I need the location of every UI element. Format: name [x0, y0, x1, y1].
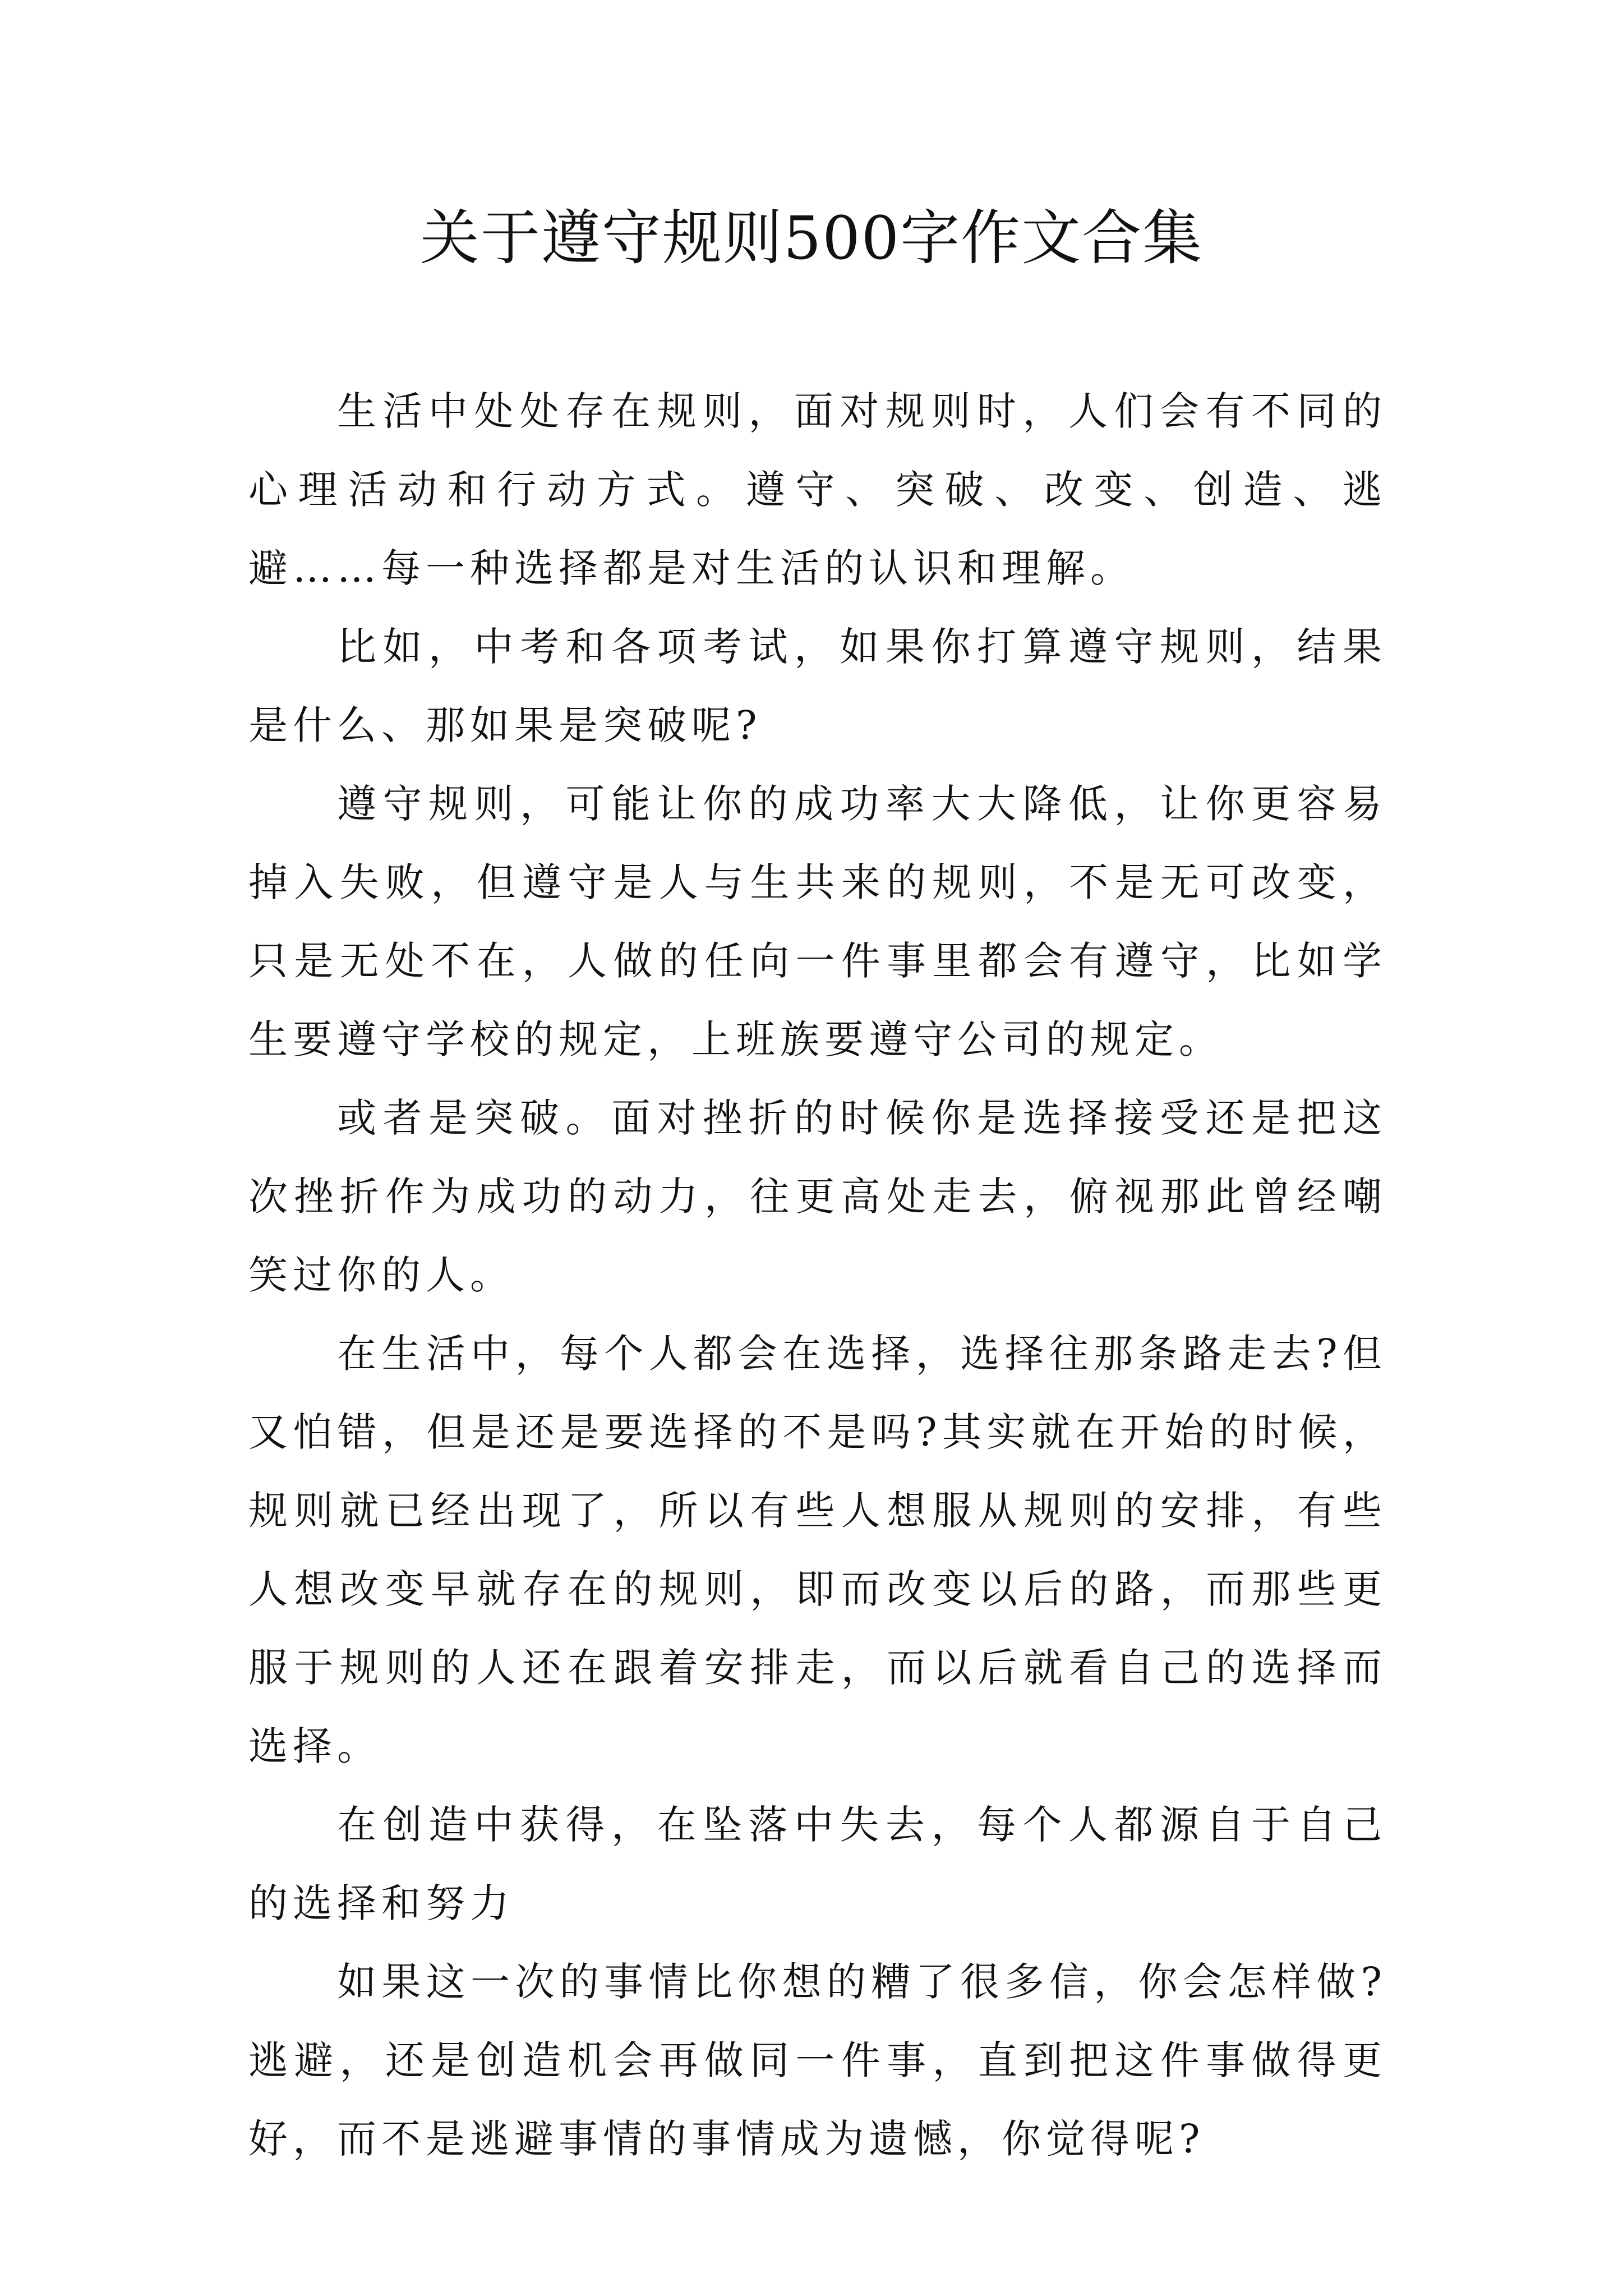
paragraph-4: 或者是突破。面对挫折的时候你是选择接受还是把这次挫折作为成功的动力，往更高处走去，俯视那此曾经嘲笑过你的人。	[248, 1095, 1387, 1298]
paragraph-3: 遵守规则，可能让你的成功率大大降低，让你更容易掉入失败，但遵守是人与生共来的规则，不是无可改变，只是无处不在，人做的任向一件事里都会有遵守，比如学生要遵守学校的规定，上班族要遵守公司的规定。	[248, 781, 1387, 1062]
paragraph-1: 生活中处处存在规则，面对规则时，人们会有不同的心理活动和行动方式。遵守、突破、改变、创造、逃避……每一种选择都是对生活的认识和理解。	[248, 388, 1387, 591]
paragraph-2: 比如，中考和各项考试，如果你打算遵守规则，结果是什么、那如果是突破呢?	[248, 624, 1387, 748]
document-title: 关于遵守规则500字作文合集	[419, 204, 1204, 273]
paragraph-6: 在创造中获得，在坠落中失去，每个人都源自于自己的选择和努力	[248, 1802, 1387, 1926]
paragraph-7: 如果这一次的事情比你想的糟了很多信，你会怎样做?逃避，还是创造机会再做同一件事，直到把这件事做得更好，而不是逃避事情的事情成为遗憾，你觉得呢?	[248, 1959, 1387, 2162]
document-body	[248, 372, 1387, 2178]
paragraph-5: 在生活中，每个人都会在选择，选择往那条路走去?但又怕错，但是还是要选择的不是吗?其实就在开始的时候，规则就已经出现了，所以有些人想服从规则的安排，有些人想改变早就存在的规则，即而改变以后的路，而那些更服于规则的人还在跟着安排走，而以后就看自己的选择而选择。	[248, 1331, 1387, 1769]
